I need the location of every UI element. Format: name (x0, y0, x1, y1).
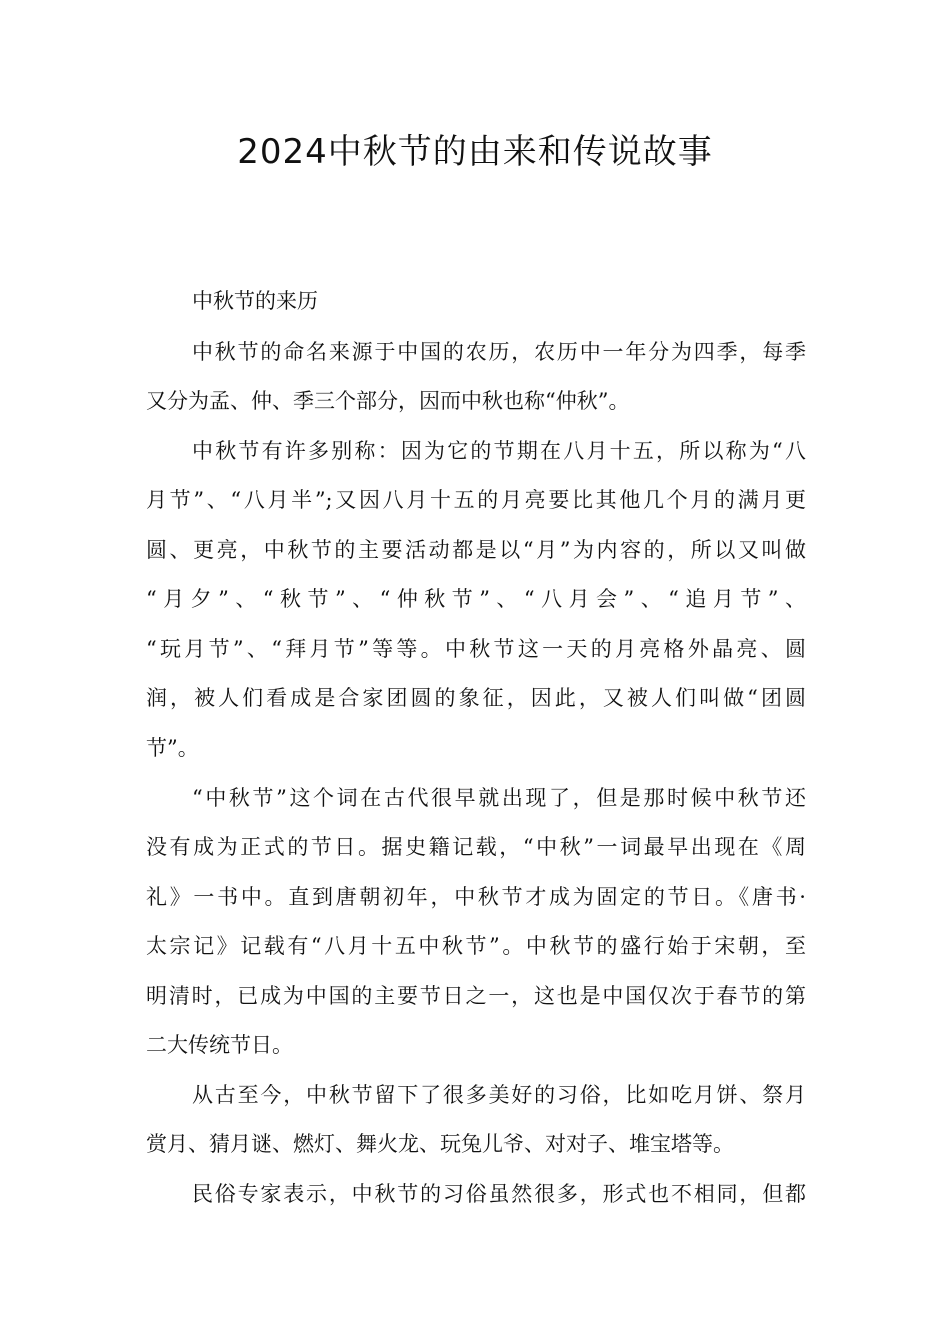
paragraph-line: 二大传统节日。 (146, 1033, 293, 1057)
paragraph-line: “月夕”、“秋节”、“仲秋节”、“八月会”、“追月节”、 (146, 587, 806, 611)
paragraph-line: 润，被人们看成是合家团圆的象征，因此，又被人们叫做“团圆 (146, 686, 806, 710)
paragraph-line: 太宗记》记载有“八月十五中秋节”。中秋节的盛行始于宋朝，至 (146, 934, 806, 958)
paragraph-line: 赏月、猜月谜、燃灯、舞火龙、玩兔儿爷、对对子、堆宝塔等。 (146, 1132, 734, 1156)
paragraph-line: “中秋节”这个词在古代很早就出现了，但是那时候中秋节还 (192, 786, 806, 810)
paragraph-line: 礼》一书中。直到唐朝初年，中秋节才成为固定的节日。《唐书· (146, 885, 806, 909)
paragraph-line: 圆、更亮，中秋节的主要活动都是以“月”为内容的，所以又叫做 (146, 538, 806, 562)
section-heading: 中秋节的来历 (192, 289, 318, 313)
paragraph-line: 中秋节的命名来源于中国的农历，农历中一年分为四季，每季 (192, 340, 806, 364)
paragraph-line: 中秋节有许多别称：因为它的节期在八月十五，所以称为“八 (192, 439, 806, 463)
paragraph-line: 月节”、“八月半”;又因八月十五的月亮要比其他几个月的满月更 (146, 488, 806, 512)
paragraph-line: 明清时，已成为中国的主要节日之一，这也是中国仅次于春节的第 (146, 984, 806, 1008)
paragraph-line: 民俗专家表示，中秋节的习俗虽然很多，形式也不相同，但都 (192, 1182, 806, 1206)
paragraph-line: 又分为孟、仲、季三个部分，因而中秋也称“仲秋”。 (146, 389, 630, 413)
paragraph-line: “玩月节”、“拜月节”等等。中秋节这一天的月亮格外晶亮、圆 (146, 637, 806, 661)
paragraph-line: 没有成为正式的节日。据史籍记载，“中秋”一词最早出现在《周 (146, 835, 806, 859)
paragraph-line: 节”。 (146, 736, 199, 760)
document-title: 2024中秋节的由来和传说故事 (237, 132, 713, 172)
paragraph-line: 从古至今，中秋节留下了很多美好的习俗，比如吃月饼、祭月 (192, 1083, 806, 1107)
